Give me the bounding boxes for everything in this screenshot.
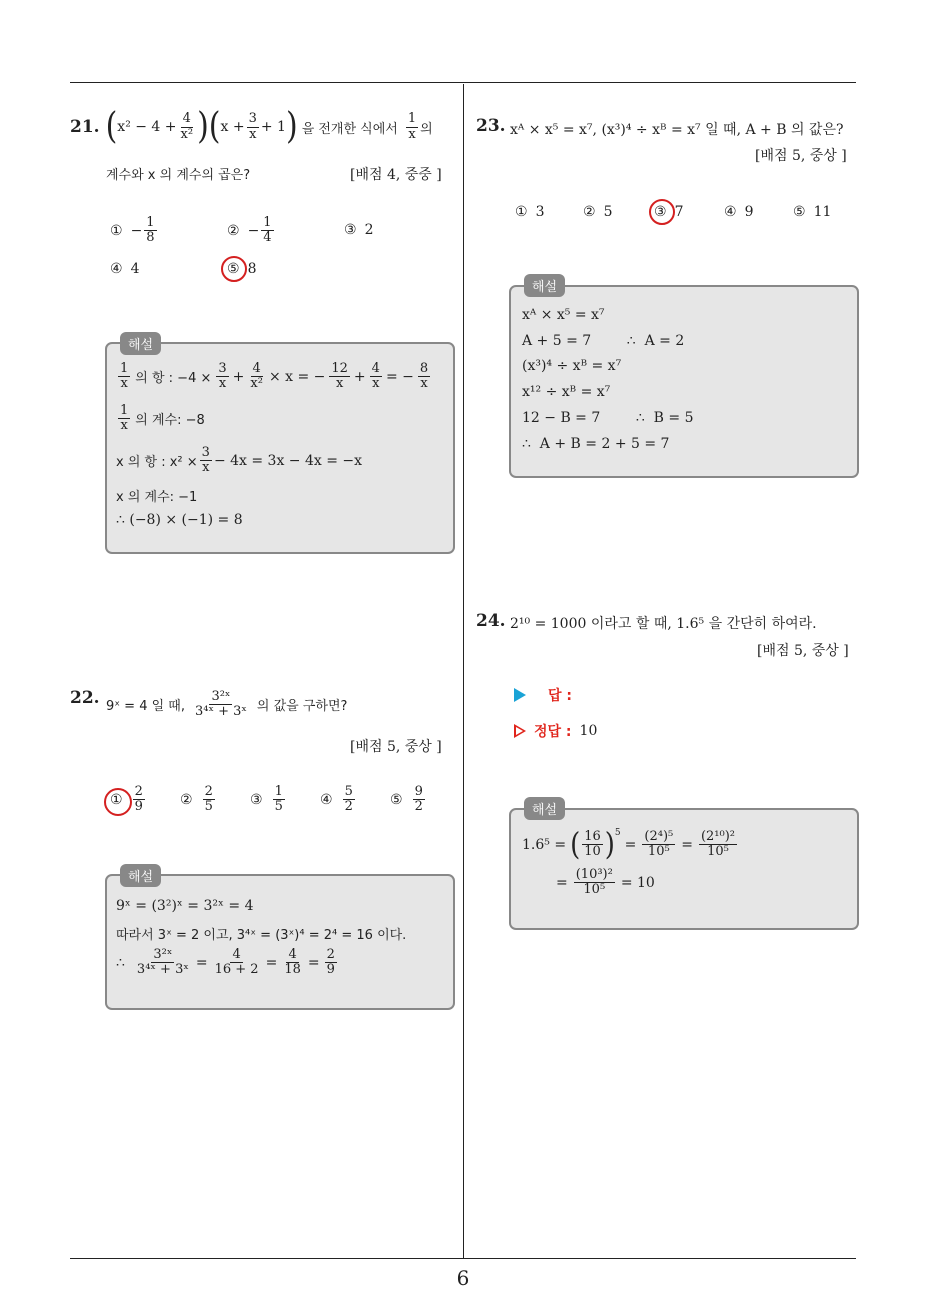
q23-choice-2[interactable]: ② 5 [583, 204, 613, 220]
q22-number: 22. [70, 688, 100, 708]
q22-score: [배점 5, 중상 ] [350, 739, 442, 755]
answer-arrow-icon [514, 688, 526, 702]
q21-sol-line3: x 의 항 : x² × $\frac{3}{x}$ − 4x = 3x − 4x = −x [116, 445, 363, 476]
q21-line2: 계수와 x 의 계수의 곱은? [106, 168, 251, 183]
q23-choice-1[interactable]: ① 3 [515, 204, 545, 220]
q21-choice-5[interactable]: ⑤ 8 [227, 261, 257, 277]
q23-solution-tag: 해설 [524, 274, 565, 297]
q22-choice-4[interactable]: ④ $\frac{5}{2}$ [320, 784, 353, 815]
q23-sol-line4: x¹² ÷ xᴮ = x⁷ [522, 384, 611, 400]
q22-sol-line3: ∴ $\frac{\text{3²ˣ}}{\text{3⁴ˣ + 3ˣ}}$ = $\frac{4}{16 + 2}$ = $\frac{4}{18}$ = $\frac{2}{9}$ [116, 947, 335, 978]
q23-score: [배점 5, 중상 ] [755, 148, 847, 164]
q21-sol-line4: x 의 계수: −1 [116, 490, 198, 505]
q22-sol-line1: 9ˣ = (3²)ˣ = 3²ˣ = 4 [116, 898, 254, 914]
bottom-rule [70, 1258, 856, 1259]
q22-stem [106, 690, 347, 720]
q23-sol-line5: 12 − B = 7 ∴ B = 5 [522, 410, 694, 426]
q21-solution-tag: 해설 [120, 332, 161, 355]
q21-expr-b: x + [220, 119, 245, 135]
q21-expr-c: + 1 [260, 119, 286, 135]
column-divider [463, 84, 464, 1258]
q21-frac-c: $\frac{1}{x}$ [407, 111, 417, 142]
q23-sol-line3: (x³)⁴ ÷ xᴮ = x⁷ [522, 358, 622, 374]
q21-sol-line5: ∴ (−8) × (−1) = 8 [116, 512, 243, 528]
q24-answer-label: 답 : [548, 688, 572, 704]
q21-sol-line2: $\frac{1}{x}$ 의 계수: −8 [120, 403, 205, 434]
q21-sol-line1: $\frac{1}{x}$ 의 항 : −4 × $\frac{3}{x}$ + $\frac{4}{\text{x²}}$ × x = − $\frac{12}{x}$ + $\frac{4}{x}$ = − $\frac{8}{x}$ [120, 361, 429, 392]
q23-number: 23. [476, 116, 506, 136]
q22-choice-2[interactable]: ② $\frac{2}{5}$ [180, 784, 213, 815]
q24-solution-tag: 해설 [524, 797, 565, 820]
q21-number: 21. [70, 117, 100, 137]
q24-sol-line1: 1.6⁵ = ( $\frac{16}{10}$ ) $^5$ = $\frac{\text{(2⁴)⁵}}{\text{10⁵}}$ = $\frac{\text{(2¹⁰)²}}{\text{10⁵}}$ [522, 826, 736, 863]
q22-sol-line2: 따라서 3ˣ = 2 이고, 3⁴ˣ = (3ˣ)⁴ = 2⁴ = 16 이다. [116, 928, 407, 943]
q24-correct-row [514, 721, 597, 741]
q21-choice-2[interactable]: ② − $\frac{1}{4}$ [227, 215, 272, 246]
q21-score: [배점 4, 중중 ] [350, 167, 442, 183]
q23-choice-5[interactable]: ⑤ 11 [793, 204, 832, 220]
q23-choice-4[interactable]: ④ 9 [724, 204, 754, 220]
q24-correct-value: 10 [579, 723, 598, 739]
q23-choice-3[interactable]: ③ 7 [654, 204, 684, 220]
q23-sol-line1: xᴬ × x⁵ = x⁷ [522, 307, 605, 323]
q21-text1: 을 전개한 식에서 [301, 121, 398, 137]
q21-stem: 21. ( x² − 4 + $\frac{4}{\text{x²}}$ ) ( x + $\frac{3}{x}$ + 1 ) 을 전개한 식에서 $\frac{1}{x}$ 의 [70, 105, 433, 148]
q24-text: 2¹⁰ = 1000 이라고 할 때, 1.6⁵ 을 간단히 하여라. [510, 616, 817, 632]
q22-choice-5[interactable]: ⑤ $\frac{9}{2}$ [390, 784, 423, 815]
q21-frac-a: $\frac{4}{\text{x²}}$ [180, 111, 194, 142]
q21-text2: 의 [420, 121, 433, 137]
q21-choice-1[interactable]: ① − $\frac{1}{8}$ [110, 215, 155, 246]
top-rule [70, 82, 856, 83]
q22-text-b: 의 값을 구하면? [256, 699, 348, 715]
q22-choice-3[interactable]: ③ $\frac{1}{5}$ [250, 784, 283, 815]
q23-selected-mark [649, 199, 675, 225]
q23-sol-line2: A + 5 = 7 ∴ A = 2 [522, 333, 685, 349]
q21-choice-3[interactable]: ③ 2 [344, 222, 374, 238]
q24-correct-label: 정답 : [534, 724, 572, 740]
q21-expr-a: x² − 4 + [117, 119, 177, 135]
q21-frac-b: $\frac{3}{x}$ [248, 111, 257, 142]
q24-score: [배점 5, 중상 ] [757, 643, 849, 659]
q22-selected-mark [104, 788, 132, 816]
q22-solution-tag: 해설 [120, 864, 161, 887]
correct-arrow-icon [514, 724, 526, 738]
q22-text-a: 9ˣ = 4 일 때, [106, 699, 185, 715]
q21-choice-4[interactable]: ④ 4 [110, 261, 140, 277]
q23-text: xᴬ × x⁵ = x⁷, (x³)⁴ ÷ xᴮ = x⁷ 일 때, A + B 의 값은? [510, 122, 844, 138]
q24-answer-row[interactable] [514, 685, 572, 705]
q22-choice-1[interactable]: ① $\frac{2}{9}$ [110, 784, 143, 815]
q22-frac: $\frac{\text{3²ˣ}}{\text{3⁴ˣ + 3ˣ}}$ [194, 689, 247, 720]
q24-number: 24. [476, 611, 506, 631]
q23-sol-line6: ∴ A + B = 2 + 5 = 7 [522, 436, 670, 452]
page-number: 6 [456, 1266, 470, 1290]
q24-sol-line2: = $\frac{\text{(10³)²}}{\text{10⁵}}$ = 10 [556, 867, 655, 898]
q21-selected-mark [221, 256, 247, 282]
